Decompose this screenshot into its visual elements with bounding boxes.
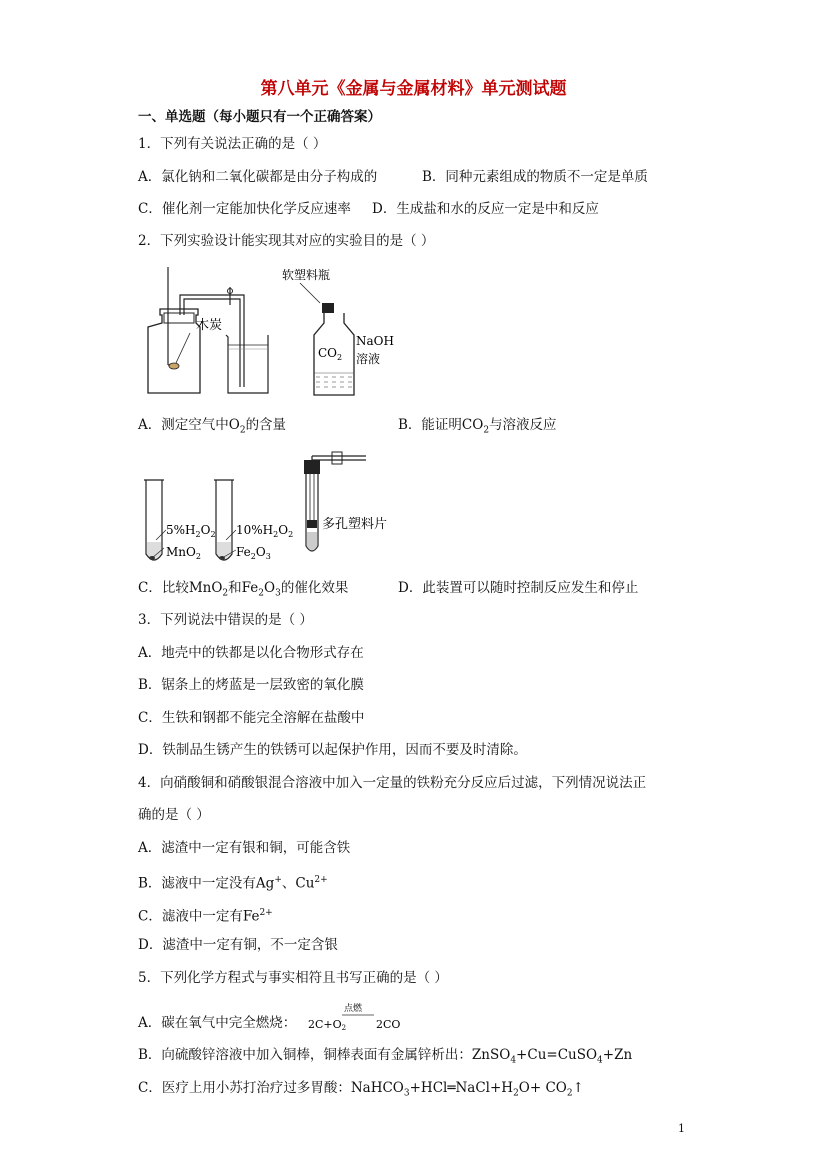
charcoal-label: 木炭 xyxy=(196,318,223,333)
porous-plate-label: 多孔塑料片 xyxy=(322,517,388,532)
q3-option-b: B．锯条上的烤蓝是一层致密的氧化膜 xyxy=(138,677,364,693)
q1-option-c: C．催化剂一定能加快化学反应速率 xyxy=(138,201,351,217)
q5-option-c: C．医疗上用小苏打治疗过多胃酸：$NaHCO_3+HCl═NaCl+H_2O+$ $CO_2↑$ xyxy=(138,1080,584,1099)
q5-stem: 5．下列化学方程式与事实相符且书写正确的是（ ） xyxy=(138,970,448,986)
plastic-bottle-figure xyxy=(282,265,394,400)
q4-option-b: B．滤液中一定没有Ag+、$Cu^{2+}$ xyxy=(138,875,328,892)
q3-option-a: A．地壳中的铁都是以化合物形式存在 xyxy=(138,645,364,661)
q1-option-b: B．同种元素组成的物质不一定是单质 xyxy=(422,169,648,185)
page-title: 第八单元《金属与金属材料》单元测试题 xyxy=(260,79,567,99)
svg-text:2CO: 2CO xyxy=(376,1018,401,1031)
q3-option-c: C．生铁和钢都不能完全溶解在盐酸中 xyxy=(138,710,365,726)
q3-stem: 3．下列说法中错误的是（ ） xyxy=(138,612,313,628)
q4-option-a: A．滤渣中一定有银和铜，可能含铁 xyxy=(138,840,351,856)
q4-option-c: C．滤液中一定有$Fe^{2+}$ xyxy=(138,908,273,925)
charcoal-apparatus-figure xyxy=(140,265,280,400)
q2-stem: 2．下列实验设计能实现其对应的实验目的是（ ） xyxy=(138,233,435,249)
q5-option-b: B．向硫酸锌溶液中加入铜棒，铜棒表面有金属锌析出：ZnSO$_4$+Cu=CuSO$_4$+Zn xyxy=(138,1047,633,1066)
svg-text:2C+O2: 2C+O2 xyxy=(308,1018,347,1032)
tube2-top-label: $10\%H_2O_2$ xyxy=(236,523,294,539)
solution-label: 溶液 xyxy=(356,352,381,366)
svg-text:CO2 xyxy=(318,346,342,362)
q4-stem-line2: 确的是（ ） xyxy=(138,807,210,823)
q3-option-d: D．铁制品生锈产生的铁锈可以起保护作用，因而不要及时清除。 xyxy=(138,742,527,758)
tube1-bottom-label: MnO$_2$ xyxy=(166,545,201,561)
tube1-top-label: $5\%H_2O_2$ xyxy=(166,523,216,539)
co2-sub: 2 xyxy=(337,353,343,362)
co2-label: CO xyxy=(318,346,338,360)
q2-option-b: B．能证明$CO_2$与溶液反应 xyxy=(398,417,557,436)
q2-option-c: C．比较MnO$_2$和$Fe_2O_3$的催化效果 xyxy=(138,580,349,599)
test-tubes-figure xyxy=(140,470,310,570)
svg-text:点燃: 点燃 xyxy=(344,1004,363,1014)
q1-option-d: D．生成盐和水的反应一定是中和反应 xyxy=(372,201,599,217)
bottle-label: 软塑料瓶 xyxy=(282,268,331,282)
tube2-bottom-label: $Fe_2O_3$ xyxy=(236,545,271,561)
q5-option-a-equation xyxy=(306,1000,406,1036)
section-heading: 一、单选题（每小题只有一个正确答案） xyxy=(138,109,381,125)
q4-option-d: D．滤渣中一定有铜，不一定含银 xyxy=(138,937,338,953)
q2-option-d: D．此装置可以随时控制反应发生和停止 xyxy=(398,580,639,596)
q1-stem: 1．下列有关说法正确的是（ ） xyxy=(138,136,327,152)
porous-plate-device-figure xyxy=(296,452,416,562)
q4-stem-line1: 4．向硝酸铜和硝酸银混合溶液中加入一定量的铁粉充分反应后过滤，下列情况说法正 xyxy=(138,775,647,791)
naoh-label: NaOH xyxy=(356,334,394,348)
page-number: 1 xyxy=(678,1122,685,1135)
q1-option-a: A．氯化钠和二氧化碳都是由分子构成的 xyxy=(138,169,378,185)
q5-option-a: A．碳在氧气中完全燃烧： xyxy=(138,1015,297,1031)
q2-option-a: A．测定空气中$O_2$的含量 xyxy=(138,417,287,436)
